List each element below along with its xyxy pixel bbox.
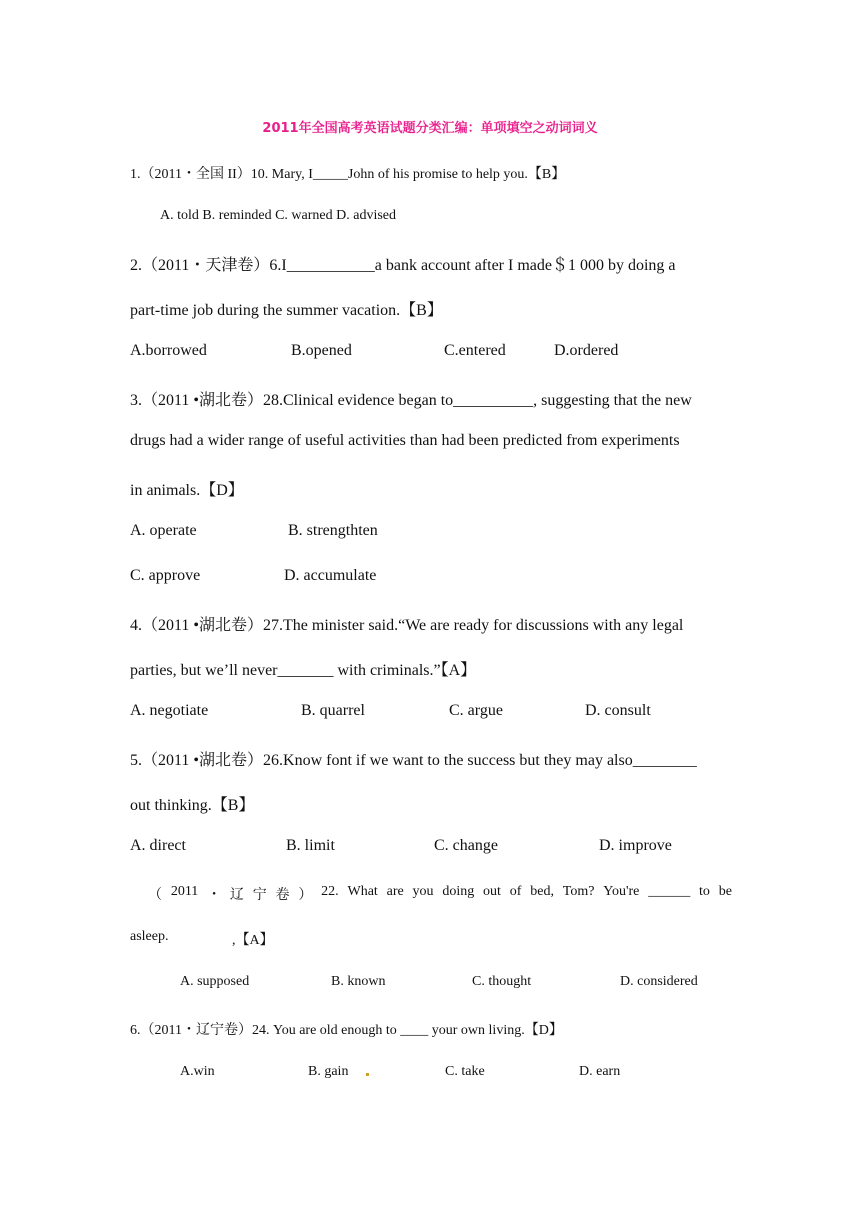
word: you [412,884,434,899]
word: of [509,884,522,899]
question-1-stem: 1.（2011・全国 II）10. Mary, I_____John of his promise to help you.【B】 [130,167,566,182]
word: 卷 [275,888,290,903]
word: to [699,884,710,899]
question-2-blank: ___________ [286,257,375,274]
question-5-option-d: D. improve [599,837,672,854]
question-3-option-c: C. approve [130,567,201,584]
word: What [347,884,378,899]
question-6-option-a: A.win [180,1064,215,1079]
question-liaoning-22-answer: ,【A】 [232,933,274,948]
word: 宁 [252,888,267,903]
question-4-option-c: C. argue [449,702,503,719]
question-1-options: A. told B. reminded C. warned D. advised [160,208,397,223]
word: 2011 [170,884,199,899]
question-liaoning-22-option-a: A. supposed [180,974,250,989]
question-4-option-b: B. quarrel [301,702,365,719]
question-2-option-a: A.borrowed [130,342,207,359]
question-3-option-b: B. strengthten [288,522,378,539]
question-3-line1: 3.（2011 •湖北卷）28.Clinical evidence began to__________, suggesting that the new [130,392,692,409]
word: Tom? [562,884,595,899]
question-4-line1: 4.（2011 •湖北卷）27.The minister said.“We are ready for discussions with any legal [130,617,684,634]
question-4-option-a: A. negotiate [130,702,209,719]
question-6-option-b: B. gain [308,1064,349,1079]
question-3-option-d: D. accumulate [284,567,377,584]
question-5-line1: 5.（2011 •湖北卷）26.Know font if we want to the success but they may also________ [130,752,697,769]
question-5-line2: out thinking.【B】 [130,797,255,814]
word: ） [298,888,313,903]
question-liaoning-22-line2: asleep. [130,929,169,944]
question-6-line1: 6.（2011・辽宁卷）24. You are old enough to ____ your own living.【D】 [130,1023,563,1038]
question-liaoning-22-line1 [148,884,732,904]
word: ______ [648,884,691,899]
question-2-option-d: D.ordered [554,342,619,359]
question-6-option-c: C. take [445,1064,485,1079]
question-5-option-c: C. change [434,837,498,854]
question-3-line3: in animals.【D】 [130,482,244,499]
word: bed, [530,884,554,899]
word: 辽 [229,888,244,903]
word: 22. [321,884,339,899]
question-liaoning-22-option-d: D. considered [620,974,698,989]
question-2-line2: part-time job during the summer vacation.【B】 [130,302,443,319]
word: out [483,884,501,899]
question-5-option-b: B. limit [286,837,335,854]
question-2-option-c: C.entered [444,342,506,359]
decorative-dot [366,1073,369,1076]
question-4-line2: parties, but we’ll never_______ with criminals.”【A】 [130,662,477,679]
word: You're [603,884,640,899]
question-6-option-d: D. earn [579,1064,621,1079]
word: doing [442,884,475,899]
question-liaoning-22-option-b: B. known [331,974,386,989]
question-2-suffix: a bank account after I made＄1 000 by doing a [374,257,676,274]
question-5-option-a: A. direct [130,837,186,854]
question-3-option-a: A. operate [130,522,197,539]
page-title: 2011年全国高考英语试题分类汇编：单项填空之动词词义 [262,121,598,136]
question-2-option-b: B.opened [291,342,352,359]
word: are [386,884,404,899]
question-2-line1 [130,252,732,275]
word: （ [148,888,162,903]
word: ・ [207,888,222,903]
question-liaoning-22-option-c: C. thought [472,974,532,989]
question-2-prefix: 2.（2011・天津卷）6.I [130,257,287,274]
question-4-option-d: D. consult [585,702,651,719]
question-3-line2: drugs had a wider range of useful activities than had been predicted from experiments [130,432,680,449]
word: be [718,884,732,899]
